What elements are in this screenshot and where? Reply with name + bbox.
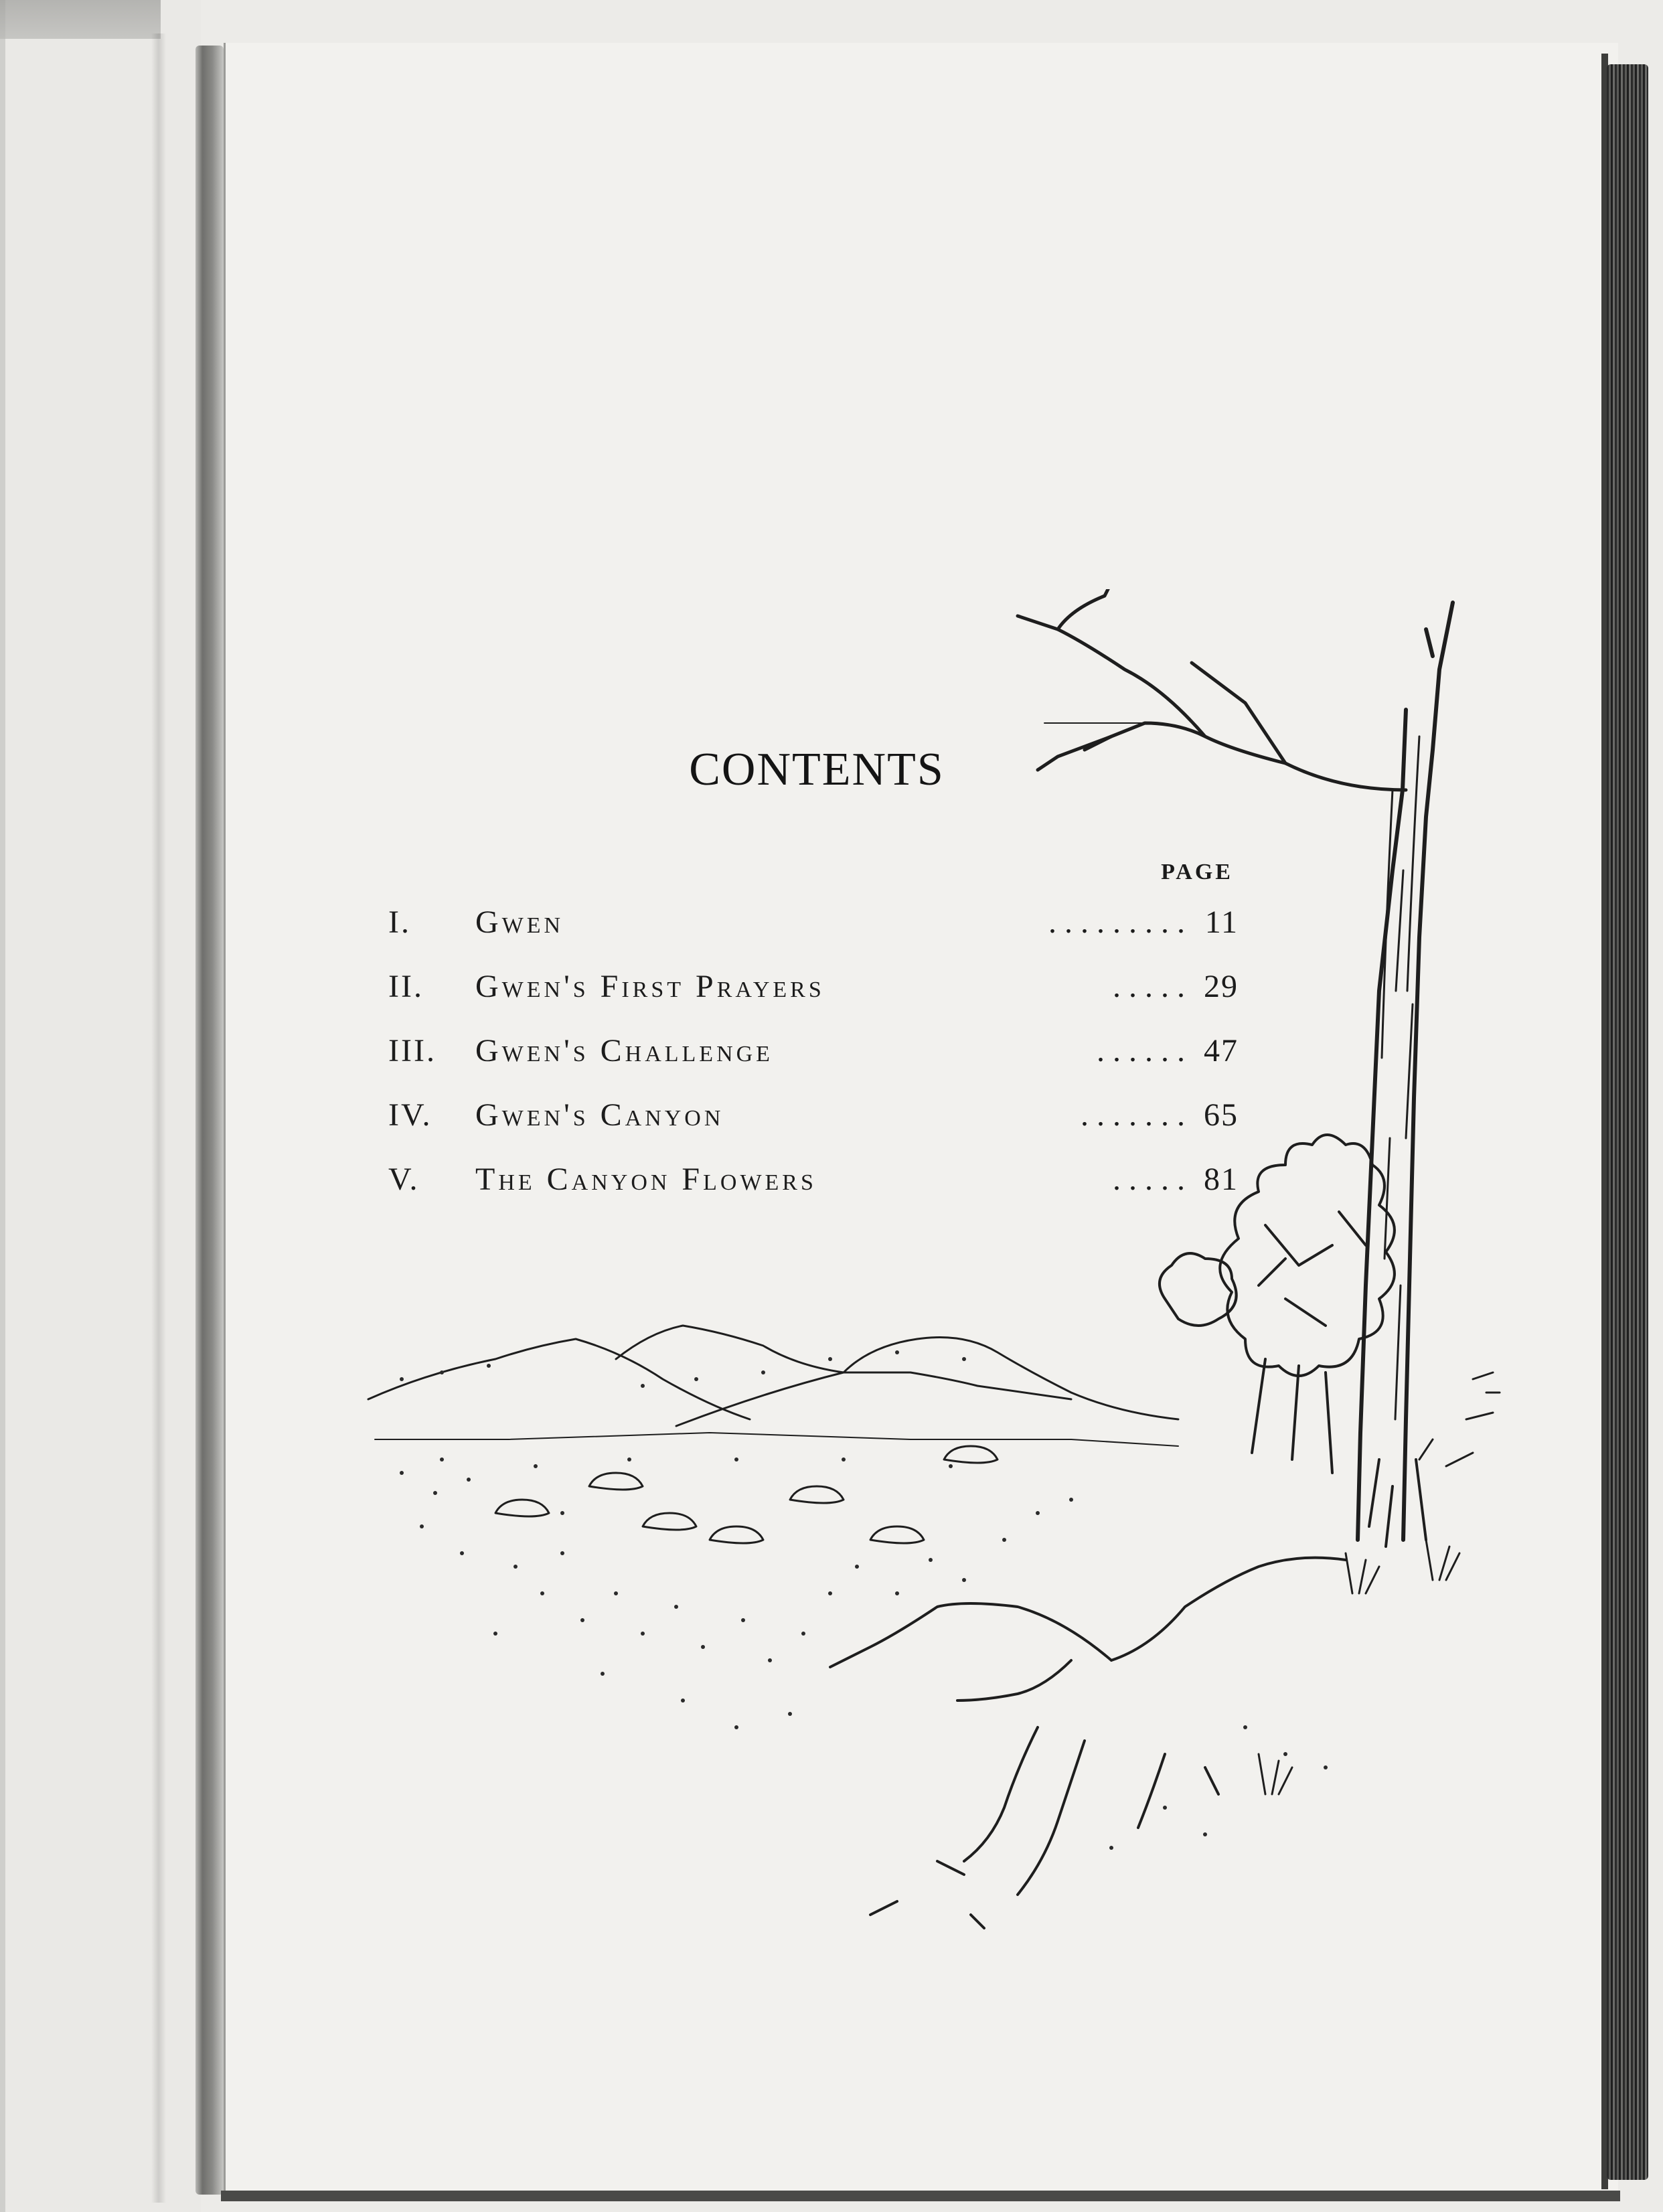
chapter-title: Gwen [475, 904, 564, 940]
chapter-numeral: III. [388, 1033, 437, 1069]
facing-page-top-band [0, 0, 161, 39]
chapter-title: Gwen's Canyon [475, 1097, 724, 1133]
chapter-numeral: IV. [388, 1097, 432, 1133]
toc-entry [388, 904, 1239, 968]
tree-branches [1018, 589, 1406, 790]
dead-tree [1358, 603, 1453, 1547]
plain-stipple [400, 1350, 1328, 1850]
landscape-illustration [362, 589, 1513, 1982]
chapter-title: Gwen's First Prayers [475, 969, 825, 1004]
chapter-numeral: II. [388, 969, 424, 1004]
book-fore-edge [1607, 64, 1648, 2180]
dot-leader: . . . . . . . [1081, 1097, 1185, 1133]
herd [495, 1446, 998, 1543]
page-column-header: PAGE [1161, 860, 1233, 884]
chapter-page-number: 81 [1204, 1162, 1239, 1197]
chapter-numeral: V. [388, 1162, 420, 1197]
chapter-page-number: 29 [1204, 969, 1239, 1004]
toc-entry [388, 1032, 1239, 1097]
chapter-page-number: 11 [1204, 904, 1239, 940]
facing-page [0, 0, 201, 2212]
contents-title: CONTENTS [689, 744, 945, 795]
dot-leader: . . . . . . . . . [1048, 904, 1185, 940]
book-binding [195, 46, 224, 2195]
gutter-shadow [151, 33, 166, 2203]
dot-leader: . . . . . . [1097, 1033, 1185, 1069]
toc-entry [388, 1097, 1239, 1161]
dot-leader: . . . . . [1113, 969, 1185, 1004]
chapter-numeral: I. [388, 904, 411, 940]
toc-entry [388, 1161, 1239, 1225]
chapter-title: The Canyon Flowers [475, 1162, 817, 1197]
facing-page-edge [0, 0, 5, 2212]
chapter-title: Gwen's Challenge [475, 1033, 773, 1069]
table-of-contents [388, 904, 1239, 1225]
toc-entry [388, 968, 1239, 1032]
dot-leader: . . . . . [1113, 1162, 1185, 1197]
hills [368, 1326, 1178, 1446]
canyon-ridge [830, 1558, 1346, 1928]
chapter-page-number: 65 [1204, 1097, 1239, 1133]
page-bottom-border [221, 2191, 1620, 2201]
chapter-page-number: 47 [1204, 1033, 1239, 1069]
